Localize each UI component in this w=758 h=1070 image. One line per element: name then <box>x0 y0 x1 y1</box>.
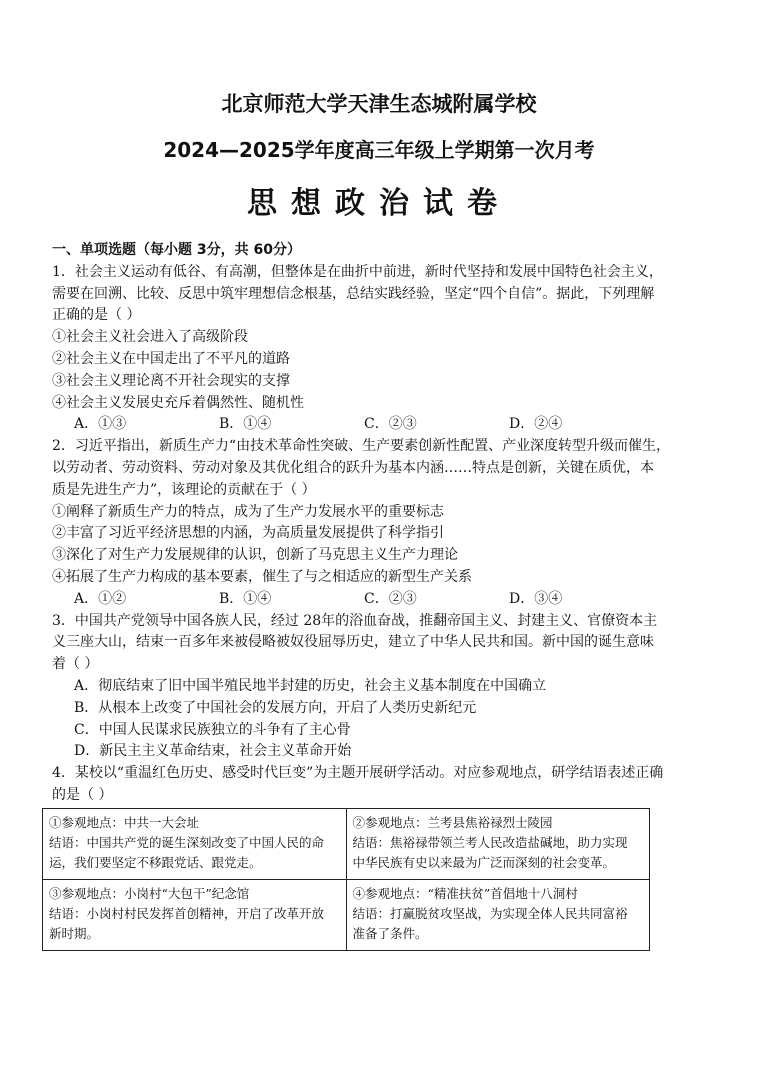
question-2-stem-line: 2．习近平指出，新质生产力“由技术革命性突破、生产要素创新性配置、产业深度转型升级而催生， <box>52 438 671 455</box>
cell-line: ②参观地点：兰考县焦裕禄烈士陵园 <box>352 815 553 830</box>
question-1-item: ②社会主义在中国走出了不平凡的道路 <box>52 350 290 367</box>
question-1-item: ①社会主义社会进入了高级阶段 <box>52 329 248 346</box>
option-a: A．①② <box>74 590 127 607</box>
question-2-stem-line: 质是先进生产力”，该理论的贡献在于（ ） <box>52 481 316 498</box>
question-2-item: ④拓展了生产力构成的基本要素，催生了与之相适应的新型生产关系 <box>52 568 472 585</box>
cell-line: 结语：打赢脱贫攻坚战，为实现全体人民共同富裕 <box>352 906 628 921</box>
question-4 <box>52 763 712 807</box>
question-1-item: ④社会主义发展史充斥着偶然性、随机性 <box>52 394 304 411</box>
question-3-stem-line: 3．中国共产党领导中国各族人民，经过 28年的浴血奋战，推翻帝国主义、封建主义、官僚资本主 <box>52 612 658 629</box>
cell-line: 运，我们要坚定不移跟党话、跟党走。 <box>49 855 262 870</box>
question-3-choice: B．从根本上改变了中国社会的发展方向，开启了人类历史新纪元 <box>74 699 477 716</box>
question-2 <box>52 436 712 610</box>
table-cell <box>346 880 650 951</box>
option-c: C．②③ <box>364 590 417 607</box>
question-2-item: ①阐释了新质生产力的特点，成为了生产力发展水平的重要标志 <box>52 503 444 520</box>
cell-line: 结语：焦裕禄带领兰考人民改造盐碱地，助力实现 <box>352 835 628 850</box>
question-4-stem-line: 的是（ ） <box>52 786 113 803</box>
option-d: D．②④ <box>509 416 563 433</box>
subject-title: 思想政治试卷 <box>247 186 511 221</box>
question-3-choice: D．新民主主义革命结束，社会主义革命开始 <box>74 743 352 760</box>
table-row <box>43 809 650 880</box>
option-b: B．①④ <box>219 416 272 433</box>
questions <box>52 240 712 807</box>
table-cell <box>43 809 347 880</box>
cell-line: ④参观地点：“精准扶贫”首倡地十八洞村 <box>352 886 578 901</box>
cell-line: ③参观地点：小岗村“大包干”纪念馆 <box>49 886 250 901</box>
visit-table <box>42 808 650 951</box>
table-cell <box>43 880 347 951</box>
cell-line: 准备了条件。 <box>352 926 428 941</box>
option-b: B．①④ <box>219 590 272 607</box>
question-2-item: ②丰富了习近平经济思想的内涵，为高质量发展提供了科学指引 <box>52 525 444 542</box>
question-1-options <box>52 414 712 436</box>
school-title: 北京师范大学天津生态城附属学校 <box>221 92 537 116</box>
cell-line: 结语：小岗村村民发挥首创精神，开启了改革开放 <box>49 906 325 921</box>
table-cell <box>346 809 650 880</box>
question-3-stem-line: 义三座大山，结束一百多年来被侵略被奴役屈辱历史，建立了中华人民共和国。新中国的诞生意味 <box>52 634 654 651</box>
question-1-item: ③社会主义理论离不开社会现实的支撑 <box>52 372 290 389</box>
question-2-stem-line: 以劳动者、劳动资料、劳动对象及其优化组合的跃升为基本内涵……特点是创新，关键在质优，本 <box>52 459 654 476</box>
option-a: A．①③ <box>74 416 127 433</box>
question-3-choice: A．彻底结束了旧中国半殖民地半封建的历史，社会主义基本制度在中国确立 <box>74 677 547 694</box>
question-1-stem-line: 需要在回溯、比较、反思中筑牢理想信念根基，总结实践经验，坚定“四个自信”。据此，下列理解 <box>52 285 655 302</box>
question-2-options <box>52 589 712 611</box>
section-heading: 一、单项选题（每小题 3分，共 60分） <box>52 242 301 258</box>
question-4-stem-line: 4．某校以“重温红色历史、感受时代巨变”为主题开展研学活动。对应参观地点，研学结语表述正确 <box>52 765 664 782</box>
question-1-stem-line: 正确的是（ ） <box>52 307 141 324</box>
cell-line: 中华民族有史以来最为广泛而深刻的社会变革。 <box>352 855 616 870</box>
option-c: C．②③ <box>364 416 417 433</box>
table-row <box>43 880 650 951</box>
exam-title: 2024—2025学年度高三年级上学期第一次月考 <box>163 138 595 162</box>
question-3 <box>52 611 712 764</box>
question-3-choice: C．中国人民谋求民族独立的斗争有了主心骨 <box>74 721 351 738</box>
cell-line: 新时期。 <box>49 926 100 941</box>
question-3-stem-line: 着（ ） <box>52 656 99 673</box>
question-1 <box>52 262 712 436</box>
cell-line: ①参观地点：中共一大会址 <box>49 815 200 830</box>
option-d: D．③④ <box>509 590 563 607</box>
question-1-stem-line: 1．社会主义运动有低谷、有高潮，但整体是在曲折中前进，新时代坚持和发展中国特色社会主义， <box>52 263 663 280</box>
cell-line: 结语：中国共产党的诞生深刻改变了中国人民的命 <box>49 835 325 850</box>
question-2-item: ③深化了对生产力发展规律的认识，创新了马克思主义生产力理论 <box>52 547 458 564</box>
